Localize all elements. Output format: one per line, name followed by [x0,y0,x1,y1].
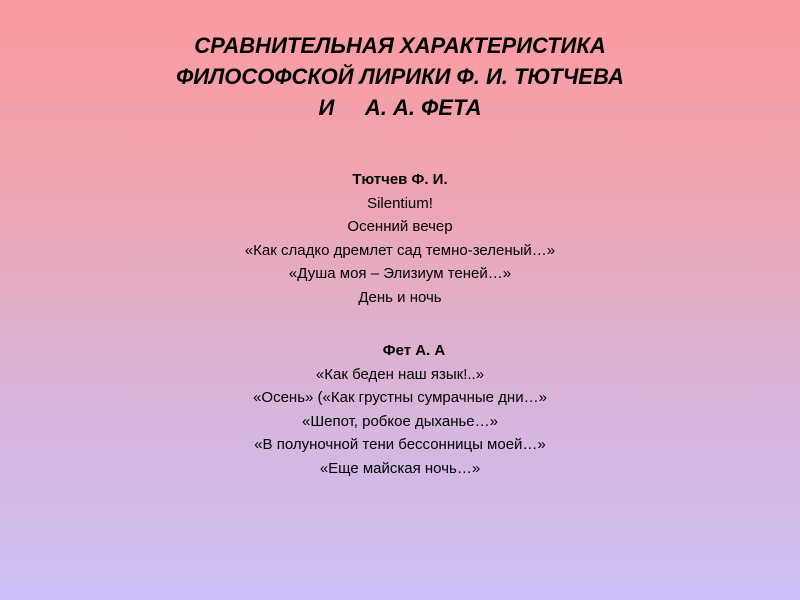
fet-poem-3: «Шепот, робкое дыханье…» [302,412,498,430]
fet-poem-5: «Еще майская ночь…» [319,459,481,477]
tyutchev-poem-4: «Душа моя – Элизиум теней…» [288,265,512,282]
tyutchev-heading: Тютчев Ф. И. [352,171,448,188]
tyutchev-poem-1: Silentium! [367,194,433,212]
fet-heading: Фет А. А [382,342,446,359]
slide-title [0,30,800,123]
title-line-1: СРАВНИТЕЛЬНАЯ ХАРАКТЕРИСТИКА [194,33,606,58]
fet-poem-4: «В полуночной тени бессонницы моей…» [254,436,546,453]
tyutchev-poem-2: Осенний вечер [347,218,453,235]
title-line-3: И А. А. ФЕТА [318,95,482,120]
tyutchev-poem-3: «Как сладко дремлет сад темно-зеленый…» [244,241,556,259]
tyutchev-poem-5: День и ночь [358,288,442,306]
fet-poem-1: «Как беден наш язык!..» [315,365,485,383]
title-line-2: ФИЛОСОФСКОЙ ЛИРИКИ Ф. И. ТЮТЧЕВА [176,64,624,89]
fet-poem-2: «Осень» («Как грустны сумрачные дни…» [253,389,547,406]
fet-section [0,339,800,480]
tyutchev-section [0,168,800,309]
